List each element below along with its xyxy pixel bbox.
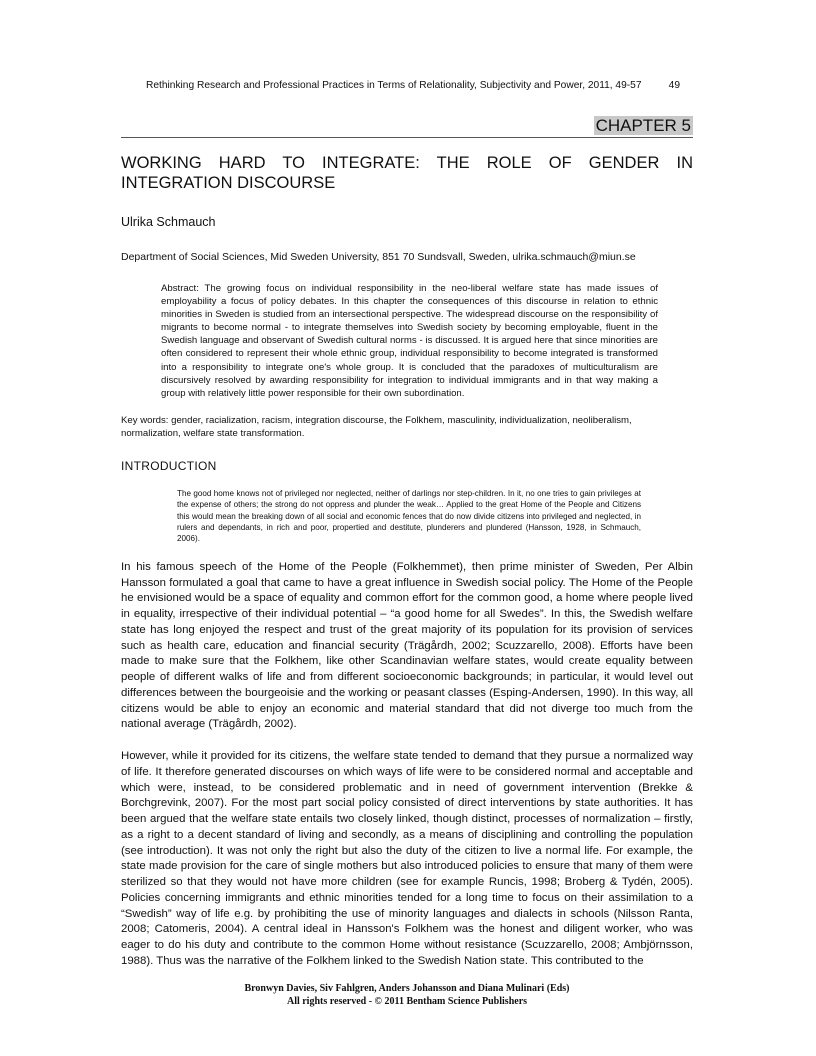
page-number: 49	[668, 80, 680, 91]
block-quote: The good home knows not of privileged nor neglected, neither of darlings nor step-children. In it, no one tries to gain privileges at the expense of others; the strong do not oppress and plunder the weak… Applied to the great Home of the People and Citizens this would mean the breaking down of all social and economic fences that do now divide citizens into privileged and neglected, in rulers and dependants, in rich and poor, propertied and destitute, plunderers and plundered (Hansson, 1928, in Schmauch, 2006).	[177, 488, 641, 544]
chapter-title: WORKING HARD TO INTEGRATE: THE ROLE OF GENDER IN INTEGRATION DISCOURSE	[121, 154, 693, 192]
footer-editors: Bronwyn Davies, Siv Fahlgren, Anders Johansson and Diana Mulinari (Eds)	[244, 982, 570, 994]
paragraph: In his famous speech of the Home of the People (Folkhemmet), then prime minister of Sweden, Per Albin Hansson formulated a goal that came to have a great influence in Swedish social policy. The Home of the People he envisioned would be a space of equality and common effort for the common good, a home where people lived in equality, irrespective of their individual potential – “a good home for all Swedes”. In this, the Swedish welfare state has long enjoyed the respect and trust of the great majority of its population for its provision of services such as health care, education and financial security (Trägårdh, 2002; Scuzzarello, 2008). Efforts have been made to make sure that the Folkhem, like other Scandinavian welfare states, would create equality between people of different walks of life and from different socioeconomic backgrounds; in particular, it would level out differences between the bourgeoisie and the working or peasant classes (Esping-Andersen, 1990). In this way, all citizens would be able to enjoy an economic and material standard that did not diverge too much from the national average (Trägårdh, 2002).	[121, 560, 693, 731]
running-header: Rethinking Research and Professional Practices in Terms of Relationality, Subjectivity and Power, 2011, 49-57	[146, 80, 642, 91]
section-heading: INTRODUCTION	[121, 458, 217, 473]
footer-rights: All rights reserved - © 2011 Bentham Science Publishers	[286, 995, 528, 1007]
author: Ulrika Schmauch	[121, 215, 216, 229]
header-rule	[121, 116, 693, 138]
paragraph: However, while it provided for its citizens, the welfare state tended to demand that they pursue a normalized way of life. It therefore generated discourses on which ways of life were to be considered normal and acceptable and which were, instead, to be considered problematic and in need of government intervention (Brekke & Borchgrevink, 2007). For the most part social policy consisted of direct interventions by state authorities. It has been argued that the welfare state entails two closely linked, though distinct, processes of normalization – firstly, as a right to a decent standard of living and secondly, as a means of disciplining and controlling the population (see introduction). It was not only the right but also the duty of the citizen to live a normal life. For example, the state made provision for the care of single mothers but also introduced policies to ensure that many of them were sterilized so that they would not have more children (see for example Runcis, 1998; Broberg & Tydén, 2005). Policies concerning immigrants and ethnic minorities tended for a long time to focus on their assimilation to a “Swedish” way of life e.g. by prohibiting the use of minority languages and dialects in schools (Nilsson Ranta, 2008; Catomeris, 2004). A central ideal in Hansson's Folkhem was the honest and diligent worker, who was eager to do his duty and contribute to the common Home without resistance (Scuzzarello, 2008; Ambjörnsson, 1988). Thus was the narrative of the Folkhem linked to the Swedish Nation state. This contributed to the	[121, 750, 693, 967]
abstract: Abstract: The growing focus on individual responsibility in the neo-liberal welfare state has made issues of employability a focus of policy debates. In this chapter the consequences of this discourse in relation to ethnic minorities in Sweden is studied from an intersectional perspective. The widespread discourse on the responsibility of migrants to become normal - to integrate themselves into Swedish society by becoming employable, fluent in the Swedish language and observant of Swedish cultural norms - is discussed. It is argued here that since minorities are often considered to represent their whole ethnic group, individual responsibility to become integrated is transformed into a responsibility to integrate one's whole group. It is concluded that the paradoxes of multiculturalism are discursively resolved by awarding responsibility for integration to individual immigrants and in that way making a group with relatively little power responsible for their own subordination.	[161, 283, 658, 399]
affiliation: Department of Social Sciences, Mid Sweden University, 851 70 Sundsvall, Sweden, ulrika.schmauch@miun.se	[121, 251, 636, 263]
footer	[121, 982, 693, 1008]
keywords: Key words: gender, racialization, racism, integration discourse, the Folkhem, masculinity, individualization, neoliberalism, normalization, welfare state transformation.	[121, 414, 632, 440]
running-header-row	[146, 80, 693, 92]
body-text	[121, 560, 693, 970]
chapter-label: CHAPTER 5	[595, 116, 691, 135]
